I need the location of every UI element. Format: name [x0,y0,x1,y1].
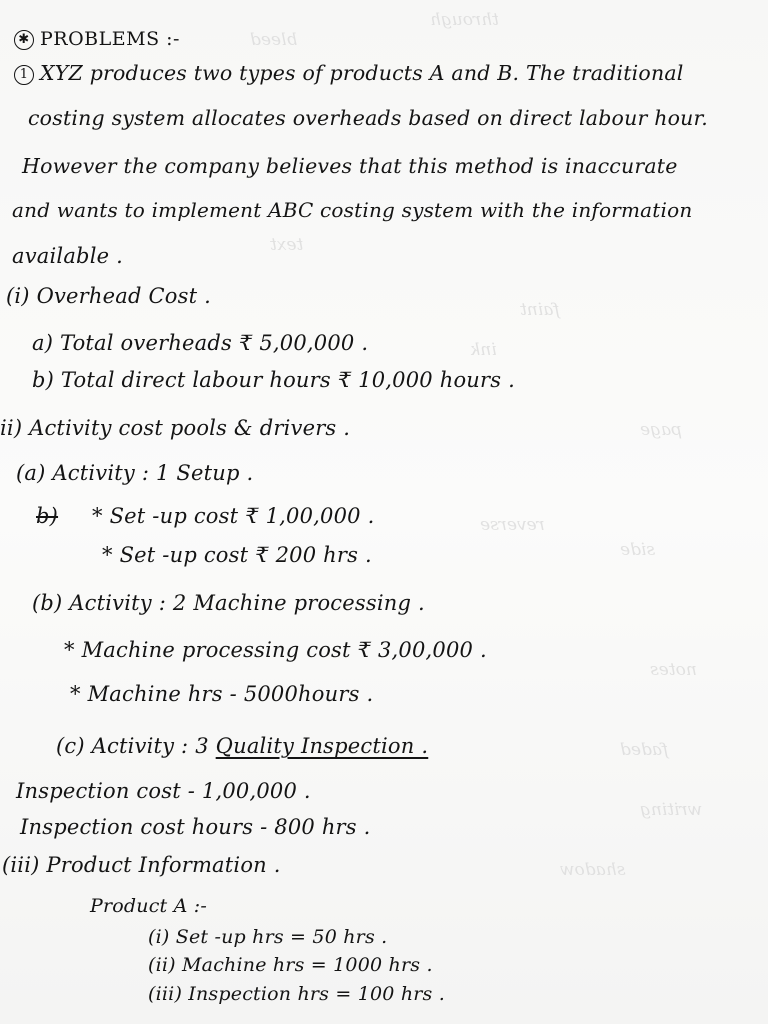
product-a-item-1: (i) Set -up hrs = 50 hrs . [148,926,388,948]
bleed-through-text: text [270,235,304,255]
bleed-through-text: ink [470,340,497,360]
bleed-through-text: faded [620,740,669,760]
activity-1-title: (a) Activity : 1 Setup . [16,461,254,485]
problem-line-1 [14,63,684,85]
activity-3-underlined: Quality Inspection . [215,734,429,758]
product-a-item-2: (ii) Machine hrs = 1000 hrs . [148,954,433,976]
activity-2-item-1: * Machine processing cost ₹ 3,00,000 . [64,638,487,662]
problem-line-4: and wants to implement ABC costing system with the information [12,198,693,222]
bleed-through-text: faint [520,300,560,320]
activity-1-marker: b) [36,504,59,528]
problems-heading [14,30,180,50]
problem-text: XYZ produces two types of products A and B. The traditional [40,61,684,85]
activity-3-label: (c) Activity : 3 [56,734,209,758]
bleed-through-text: side [620,540,656,560]
problem-line-2: costing system allocates overheads based on direct labour hour. [28,106,709,130]
problem-line-3: However the company believes that this method is inaccurate [22,154,678,178]
overhead-title: (i) Overhead Cost . [6,284,211,308]
bleed-through-text: page [640,420,682,440]
product-a-label: Product A :- [90,895,208,917]
pools-title: ii) Activity cost pools & drivers . [0,416,351,440]
activity-3-item-2: Inspection cost hours - 800 hrs . [20,815,371,839]
product-info-title: (iii) Product Information . [2,853,281,877]
bleed-through-text: shadow [560,860,626,880]
bleed-through-text: bleed [250,30,298,50]
bleed-through-text: through [430,10,499,30]
activity-3-title [56,736,428,757]
activity-1-item-2: * Set -up cost ₹ 200 hrs . [102,543,372,567]
activity-1-item-1: * Set -up cost ₹ 1,00,000 . [92,504,375,528]
circled-asterisk-icon: ✱ [14,30,34,50]
problem-line-5: available . [12,244,123,268]
bleed-through-text: notes [650,660,697,680]
product-a-item-3: (iii) Inspection hrs = 100 hrs . [148,983,445,1005]
bleed-through-text: reverse [480,515,545,535]
overhead-item-b: b) Total direct labour hours ₹ 10,000 hours . [32,368,515,392]
heading-text: PROBLEMS :- [40,28,180,50]
activity-2-item-2: * Machine hrs - 5000hours . [70,682,374,706]
bleed-through-text: writing [640,800,703,820]
overhead-item-a: a) Total overheads ₹ 5,00,000 . [32,331,369,355]
activity-3-item-1: Inspection cost - 1,00,000 . [16,779,311,803]
activity-2-title: (b) Activity : 2 Machine processing . [32,591,425,615]
circled-one-icon: 1 [14,65,34,85]
